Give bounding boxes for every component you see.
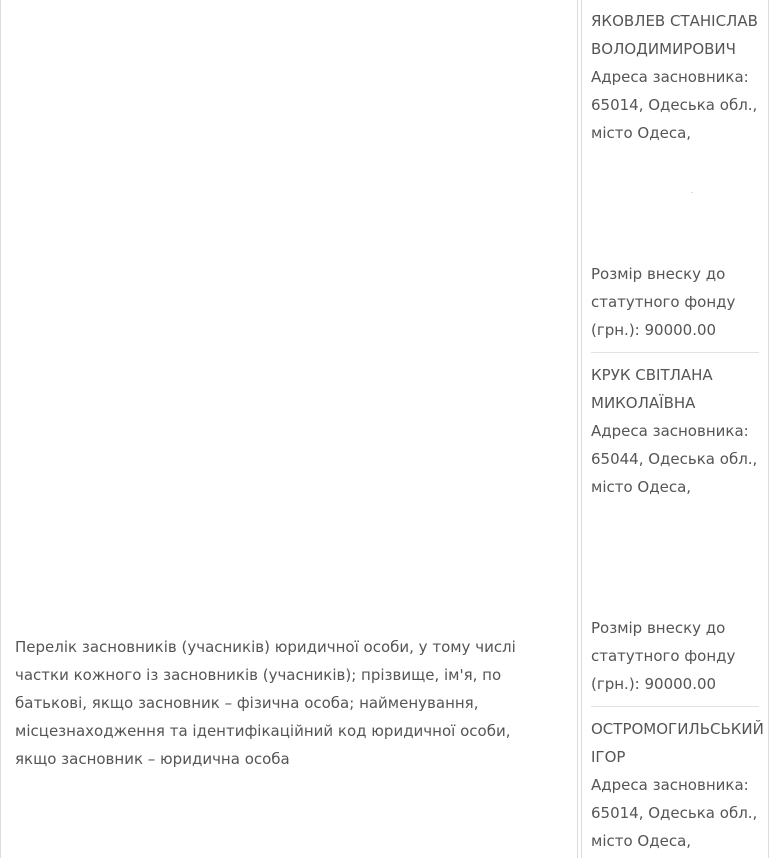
founder-address-label: Адреса засновника: — [591, 422, 749, 440]
stray-dot: . — [691, 188, 693, 195]
founder-name: ЯКОВЛЕВ СТАНІСЛАВ ВОЛОДИМИРОВИЧ — [591, 12, 758, 58]
founder-entry — [591, 706, 764, 855]
founder-address-label: Адреса засновника: — [591, 776, 749, 794]
founder-name: ОСТРОМОГИЛЬСЬКИЙ ІГОР — [591, 720, 764, 766]
founders-list — [591, 7, 764, 855]
founders-field-label: Перелік засновників (учасників) юридичної особи, у тому числі частки кожного із засновників (учасників); прізвище, ім'я, по батькові, якщо засновник – фізична особа; найменування, місцезнаходження та ідентифікаційний код юридичної особи, якщо засновник – юридична особа — [15, 638, 516, 768]
address-gap — [591, 147, 759, 260]
founder-address: 65044, Одеська обл., місто Одеса, — [591, 450, 758, 496]
founder-name: КРУК СВІТЛАНА МИКОЛАЇВНА — [591, 366, 713, 412]
founder-address: 65014, Одеська обл., місто Одеса, — [591, 96, 758, 142]
founder-entry — [591, 352, 759, 698]
address-gap — [591, 501, 759, 614]
founder-contribution: Розмір внеску до статутного фонду (грн.): 90000.00 — [591, 619, 736, 693]
founder-address: 65014, Одеська обл., місто Одеса, — [591, 804, 758, 850]
founder-contribution: Розмір внеску до статутного фонду (грн.): 90000.00 — [591, 265, 736, 339]
founder-entry — [591, 7, 759, 344]
founder-address-label: Адреса засновника: — [591, 68, 749, 86]
column-divider — [577, 0, 582, 858]
